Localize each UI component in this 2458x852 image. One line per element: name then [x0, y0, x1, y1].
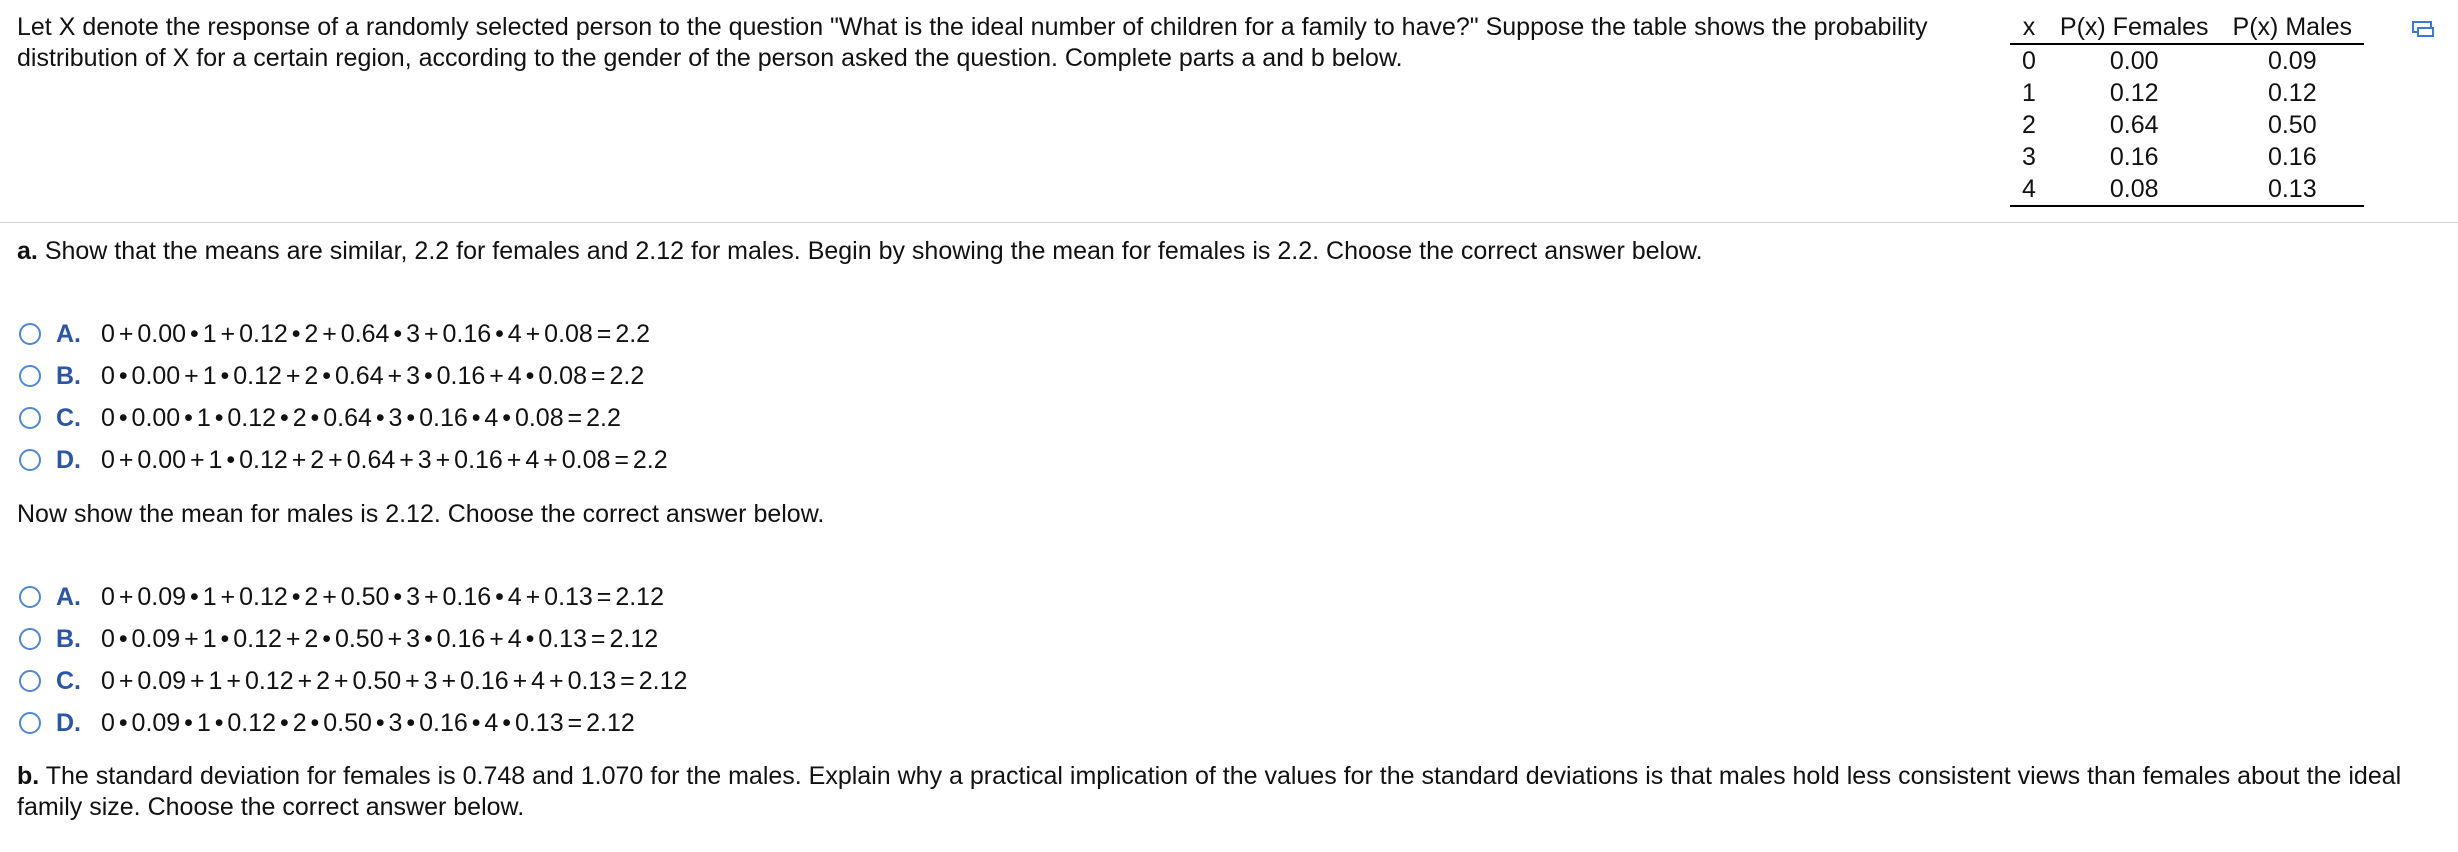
option-letter: D. [56, 445, 81, 474]
probability-distribution-table [2010, 12, 2364, 207]
part-a-prompt: Show that the means are similar, 2.2 for females and 2.12 for males. Begin by showing the mean for females is 2.2. Choose the correct answer below. [44, 237, 1703, 265]
section-divider [0, 222, 2458, 223]
option-expression: 0 • 0.09 + 1 • 0.12 + 2 • 0.50 + 3 • 0.16 + 4 • 0.13 = 2.12 [101, 624, 659, 653]
female-option-c[interactable] [19, 397, 668, 439]
male-option-c[interactable] [19, 660, 687, 702]
female-option-a[interactable] [19, 313, 668, 355]
radio-button-icon[interactable] [19, 365, 41, 387]
radio-button-icon[interactable] [19, 628, 41, 650]
male-option-b[interactable] [19, 618, 687, 660]
part-a-question [17, 236, 1703, 267]
radio-button-icon[interactable] [19, 407, 41, 429]
male-option-a[interactable] [19, 576, 687, 618]
option-letter: A. [56, 582, 81, 611]
radio-button-icon[interactable] [19, 323, 41, 345]
female-option-b[interactable] [19, 355, 668, 397]
cell-male-prob: 0.16 [2267, 143, 2317, 171]
part-a-label: a. [17, 237, 38, 265]
option-expression: 0 • 0.09 • 1 • 0.12 • 2 • 0.50 • 3 • 0.16 • 4 • 0.13 = 2.12 [101, 708, 635, 737]
male-mean-prompt: Now show the mean for males is 2.12. Choose the correct answer below. [17, 500, 825, 528]
option-letter: B. [56, 624, 81, 653]
option-expression: 0 • 0.00 • 1 • 0.12 • 2 • 0.64 • 3 • 0.16 • 4 • 0.08 = 2.2 [101, 403, 621, 432]
cell-female-prob: 0.00 [2109, 47, 2159, 75]
table-row [2010, 141, 2364, 173]
table-row [2010, 173, 2364, 206]
table-row [2010, 109, 2364, 141]
cell-female-prob: 0.08 [2109, 175, 2159, 203]
radio-button-icon[interactable] [19, 712, 41, 734]
option-letter: C. [56, 666, 81, 695]
male-mean-options [19, 576, 687, 744]
table-header-row [2010, 12, 2364, 44]
part-b-label: b. [17, 762, 40, 790]
part-b-question [17, 761, 2442, 823]
cell-female-prob: 0.16 [2109, 143, 2159, 171]
option-expression: 0 + 0.09 + 1 + 0.12 + 2 + 0.50 + 3 + 0.16 + 4 + 0.13 = 2.12 [101, 666, 688, 695]
female-option-d[interactable] [19, 439, 668, 481]
column-header-males: P(x) Males [2232, 13, 2353, 41]
cell-male-prob: 0.13 [2267, 175, 2317, 203]
cell-x: 0 [2022, 47, 2036, 75]
cell-male-prob: 0.50 [2267, 111, 2317, 139]
option-expression: 0 + 0.00 • 1 + 0.12 • 2 + 0.64 • 3 + 0.16 • 4 + 0.08 = 2.2 [101, 319, 651, 348]
cell-male-prob: 0.12 [2267, 79, 2317, 107]
cell-female-prob: 0.64 [2109, 111, 2159, 139]
table-row [2010, 44, 2364, 77]
radio-button-icon[interactable] [19, 449, 41, 471]
option-expression: 0 + 0.00 + 1 • 0.12 + 2 + 0.64 + 3 + 0.16 + 4 + 0.08 = 2.2 [101, 445, 668, 474]
cell-x: 4 [2022, 175, 2036, 203]
option-letter: C. [56, 403, 81, 432]
option-expression: 0 • 0.00 + 1 • 0.12 + 2 • 0.64 + 3 • 0.16 + 4 • 0.08 = 2.2 [101, 361, 645, 390]
expand-table-icon[interactable] [2411, 20, 2435, 38]
radio-button-icon[interactable] [19, 586, 41, 608]
cell-x: 2 [2022, 111, 2036, 139]
cell-x: 1 [2022, 79, 2036, 107]
cell-male-prob: 0.09 [2267, 47, 2317, 75]
option-letter: A. [56, 319, 81, 348]
female-mean-options [19, 313, 668, 481]
male-option-d[interactable] [19, 702, 687, 744]
radio-button-icon[interactable] [19, 670, 41, 692]
problem-intro: Let X denote the response of a randomly selected person to the question "What is the ideal number of children for a family to have?" Suppose the table shows the probability distribution of X for a certain region, according to the gender of the person asked the question. Complete parts a and b below. [17, 13, 1928, 72]
column-header-females: P(x) Females [2059, 13, 2209, 41]
option-letter: B. [56, 361, 81, 390]
column-header-x: x [2022, 13, 2036, 41]
table-row [2010, 77, 2364, 109]
option-expression: 0 + 0.09 • 1 + 0.12 • 2 + 0.50 • 3 + 0.16 • 4 + 0.13 = 2.12 [101, 582, 664, 611]
option-letter: D. [56, 708, 81, 737]
cell-x: 3 [2022, 143, 2036, 171]
cell-female-prob: 0.12 [2109, 79, 2159, 107]
part-b-prompt: The standard deviation for females is 0.748 and 1.070 for the males. Explain why a practical implication of the values for the standard deviations is that males hold less consistent views than females about the ideal family size. Choose the correct answer below. [17, 762, 2402, 821]
